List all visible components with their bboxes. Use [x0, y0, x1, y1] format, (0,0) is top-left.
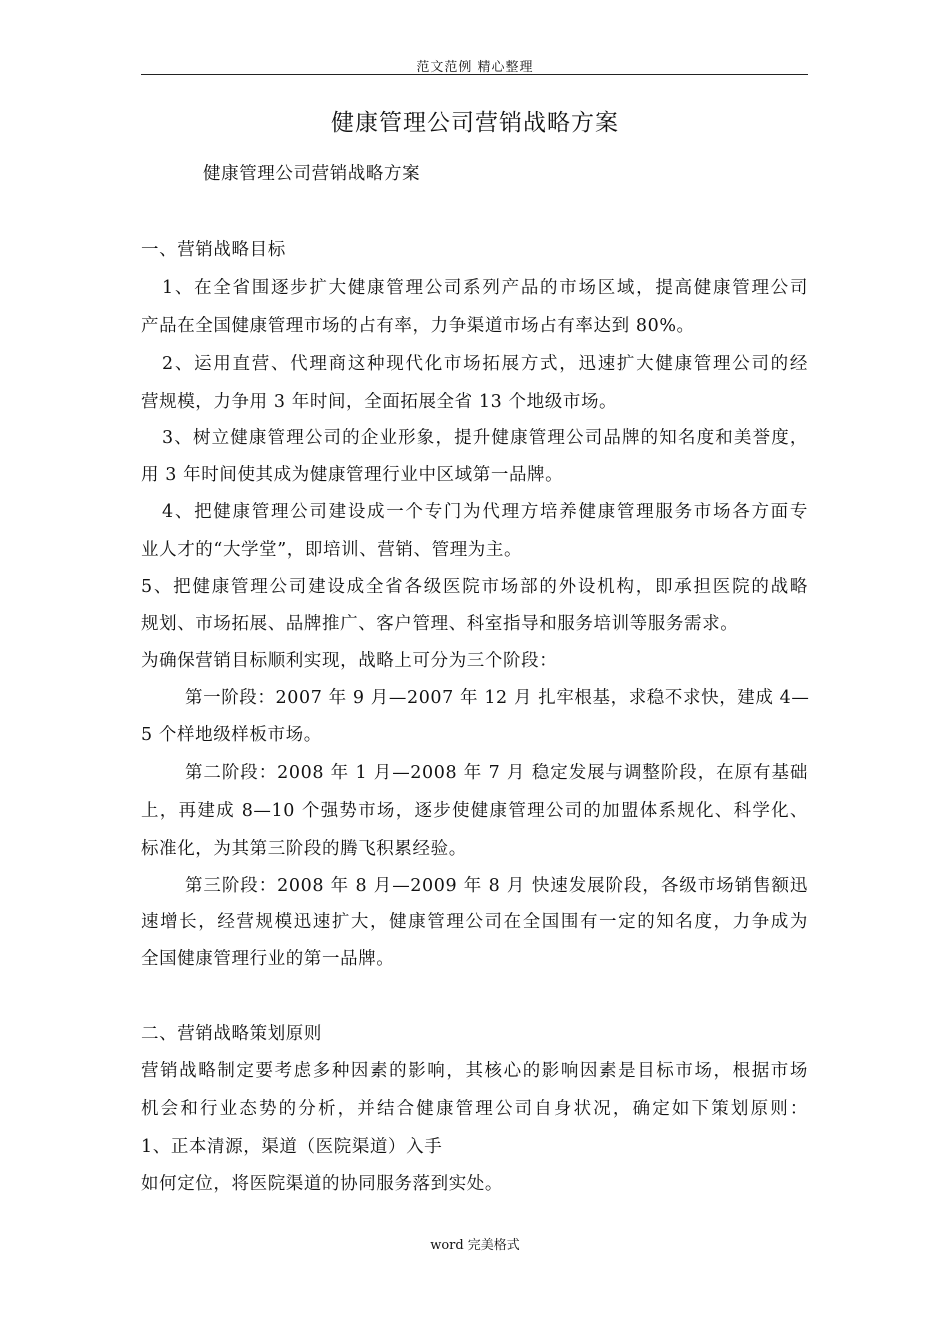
paragraph-line: 营规模，力争用 3 年时间，全面拓展全省 13 个地级市场。 — [141, 392, 618, 412]
page-header: 范文范例 精心整理 — [416, 60, 534, 75]
paragraph-line: 第三阶段：2008 年 8 月—2009 年 8 月 快速发展阶段，各级市场销售额迅 — [185, 876, 808, 896]
section-heading-1: 一、营销战略目标 — [141, 240, 286, 260]
header-divider — [141, 74, 808, 75]
paragraph-line: 如何定位，将医院渠道的协同服务落到实处。 — [141, 1174, 503, 1194]
paragraph-line: 5 个样地级样板市场。 — [141, 725, 322, 745]
paragraph-line: 产品在全国健康管理市场的占有率，力争渠道市场占有率达到 80%。 — [141, 316, 695, 336]
paragraph-line: 2、运用直营、代理商这种现代化市场拓展方式，迅速扩大健康管理公司的经 — [162, 354, 808, 374]
page-footer: word 完美格式 — [430, 1238, 520, 1253]
paragraph-line: 业人才的“大学堂”，即培训、营销、管理为主。 — [141, 540, 523, 560]
paragraph-line: 5、把健康管理公司建设成全省各级医院市场部的外设机构，即承担医院的战略 — [141, 577, 808, 597]
paragraph-line: 规划、市场拓展、品牌推广、客户管理、科室指导和服务培训等服务需求。 — [141, 614, 739, 634]
paragraph-line: 3、树立健康管理公司的企业形象，提升健康管理公司品牌的知名度和美誉度， — [162, 428, 808, 448]
paragraph-line: 营销战略制定要考虑多种因素的影响，其核心的影响因素是目标市场，根据市场 — [141, 1061, 808, 1081]
section-heading-2: 二、营销战略策划原则 — [141, 1024, 322, 1044]
paragraph-line: 标准化，为其第三阶段的腾飞积累经验。 — [141, 839, 467, 859]
subtitle-line: 健康管理公司营销战略方案 — [203, 164, 421, 184]
paragraph-line: 用 3 年时间使其成为健康管理行业中区域第一品牌。 — [141, 465, 564, 485]
paragraph-line: 1、在全省围逐步扩大健康管理公司系列产品的市场区域，提高健康管理公司 — [162, 278, 808, 298]
paragraph-line: 4、把健康管理公司建设成一个专门为代理方培养健康管理服务市场各方面专 — [162, 502, 808, 522]
paragraph-line: 为确保营销目标顺利实现，战略上可分为三个阶段： — [141, 651, 558, 671]
paragraph-line: 1、正本清源，渠道（医院渠道）入手 — [141, 1137, 443, 1157]
paragraph-line: 第一阶段：2007 年 9 月—2007 年 12 月 扎牢根基，求稳不求快，建成 4— — [185, 688, 810, 708]
paragraph-line: 速增长，经营规模迅速扩大，健康管理公司在全国围有一定的知名度，力争成为 — [141, 912, 808, 932]
paragraph-line: 上，再建成 8—10 个强势市场，逐步使健康管理公司的加盟体系规化、科学化、 — [141, 801, 808, 821]
paragraph-line: 第二阶段：2008 年 1 月—2008 年 7 月 稳定发展与调整阶段，在原有基础 — [185, 763, 808, 783]
document-title: 健康管理公司营销战略方案 — [331, 110, 619, 136]
paragraph-line: 机会和行业态势的分析，并结合健康管理公司自身状况，确定如下策划原则： — [141, 1099, 808, 1119]
paragraph-line: 全国健康管理行业的第一品牌。 — [141, 949, 395, 969]
